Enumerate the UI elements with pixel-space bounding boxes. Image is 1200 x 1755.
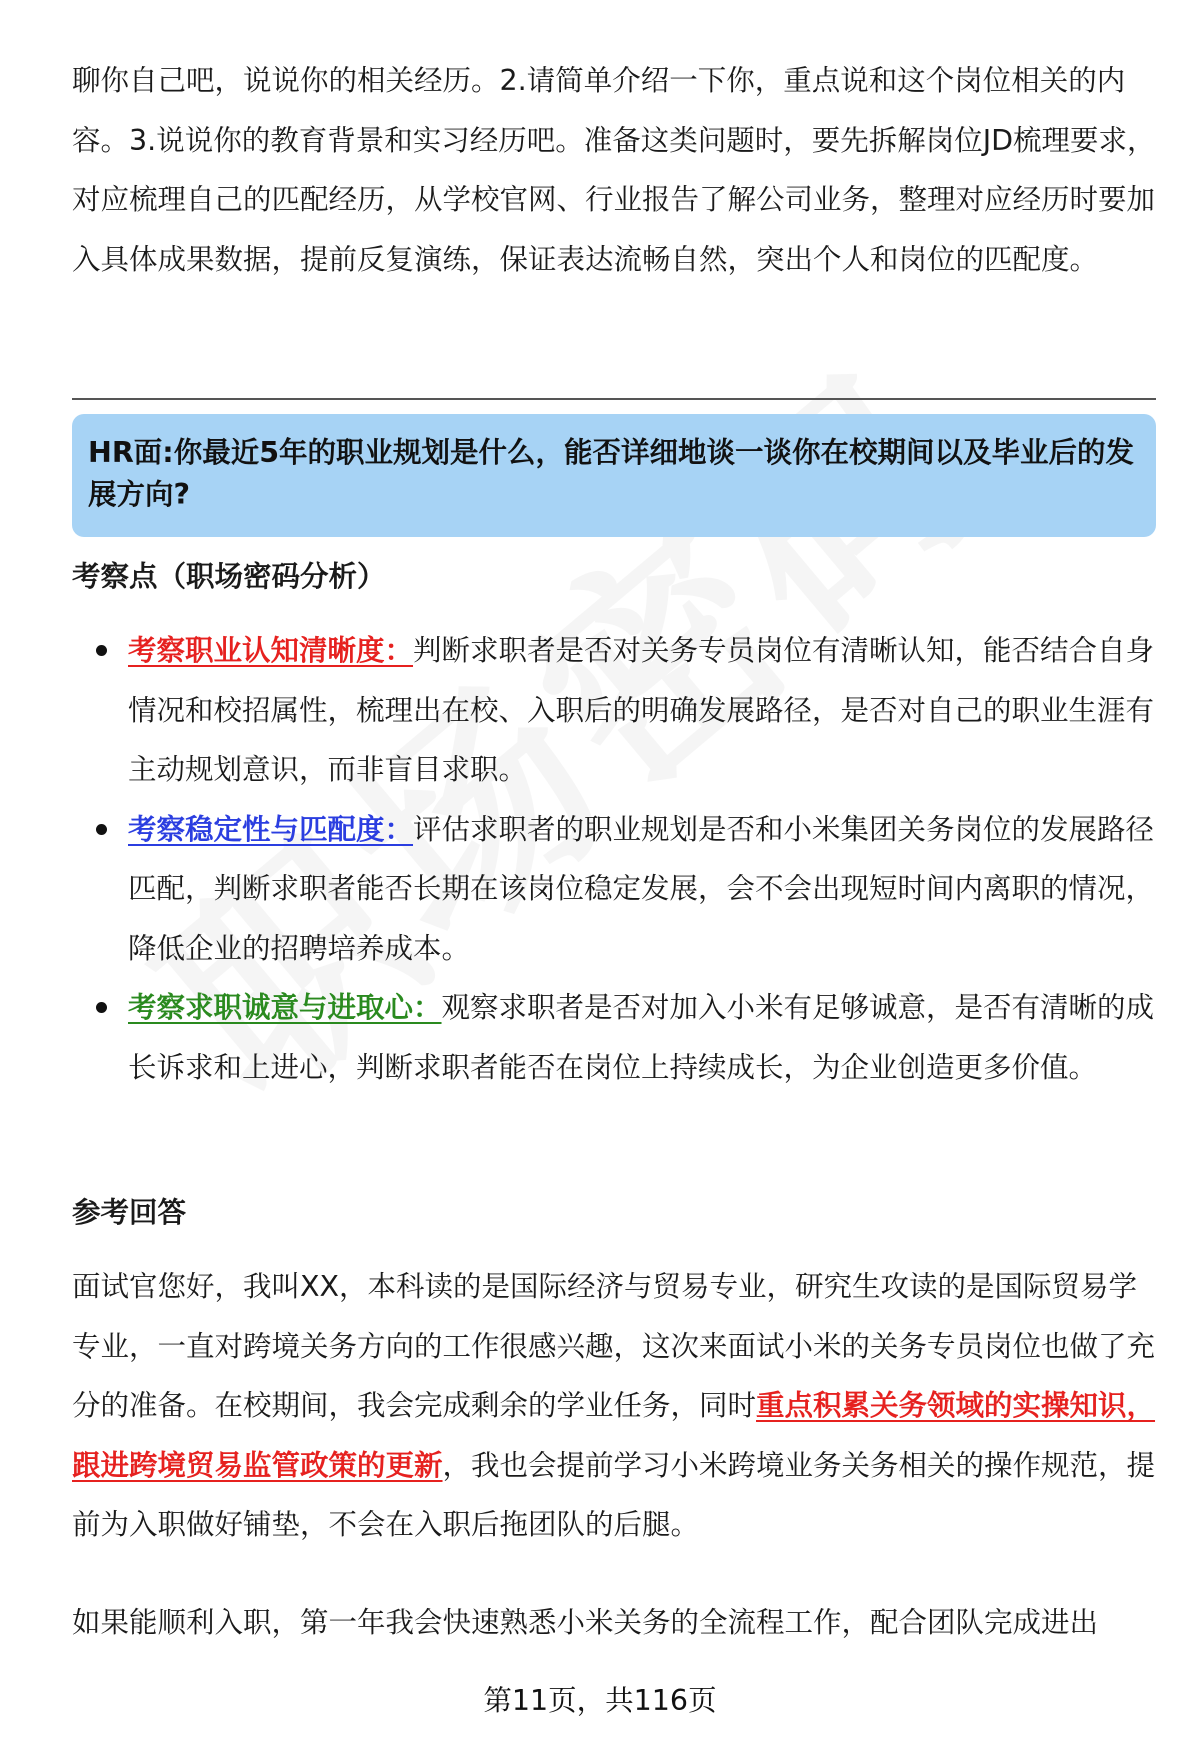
answer-text: ，我也会提前学习小米跨境业务关务相关的操作规范，提前为入职做好铺垫，不会在入职后拖团队的后腿。 [72, 1448, 1156, 1541]
point-text: 评估求职者的职业规划是否和小米集团关务岗位的发展路径匹配，判断求职者能否长期在该岗位稳定发展，会不会出现短时间内离职的情况，降低企业的招聘培养成本。 [128, 812, 1155, 965]
point-text: 判断求职者是否对关务专员岗位有清晰认知，能否结合自身情况和校招属性，梳理出在校、入职后的明确发展路径，是否对自己的职业生涯有主动规划意识，而非盲目求职。 [128, 634, 1155, 786]
answer-paragraph-2: 如果能顺利入职，第一年我会快速熟悉小米关务的全流程工作，配合团队完成进出 [72, 1606, 1099, 1639]
answer-highlight: 重点积累关务领域的实操知识，跟进跨境贸易监管政策的更新 [72, 1389, 1156, 1482]
bullet-icon [96, 645, 107, 656]
question-text: HR面:你最近5年的职业规划是什么，能否详细地谈一谈你在校期间以及毕业后的发展方向? [88, 436, 1135, 511]
section-divider [72, 398, 1156, 400]
page-footer: 第11页，共116页 [483, 1684, 717, 1717]
list-item [96, 800, 1160, 979]
point-label: 考察职业认知清晰度： [128, 634, 414, 667]
answer-text: 面试官您好，我叫XX，本科读的是国际经济与贸易专业，研究生攻读的是国际贸易学专业，一直对跨境关务方向的工作很感兴趣，这次来面试小米的关务专员岗位也做了充分的准备。在校期间，我会完成剩余的学业任务，同时 [72, 1270, 1156, 1422]
list-item [96, 621, 1160, 800]
bullet-icon [96, 1002, 107, 1013]
answer-heading: 参考回答 [72, 1196, 187, 1229]
list-item [96, 978, 1160, 1097]
points-heading: 考察点（职场密码分析） [72, 560, 386, 593]
points-list [96, 621, 1160, 1097]
bullet-icon [96, 824, 107, 835]
point-label: 考察稳定性与匹配度： [128, 812, 414, 846]
intro-paragraph: 聊你自己吧，说说你的相关经历。2.请简单介绍一下你，重点说和这个岗位相关的内容。3.说说你的教育背景和实习经历吧。准备这类问题时，要先拆解岗位JD梳理要求，对应梳理自己的匹配经历，从学校官网、行业报告了解公司业务，整理对应经历时要加入具体成果数据，提前反复演练，保证表达流畅自然，突出个人和岗位的匹配度。 [72, 64, 1156, 276]
point-label: 考察求职诚意与进取心： [128, 991, 442, 1024]
answer-paragraph-1 [72, 1257, 1160, 1555]
point-text: 观察求职者是否对加入小米有足够诚意，是否有清晰的成长诉求和上进心，判断求职者能否在岗位上持续成长，为企业创造更多价值。 [128, 991, 1155, 1084]
